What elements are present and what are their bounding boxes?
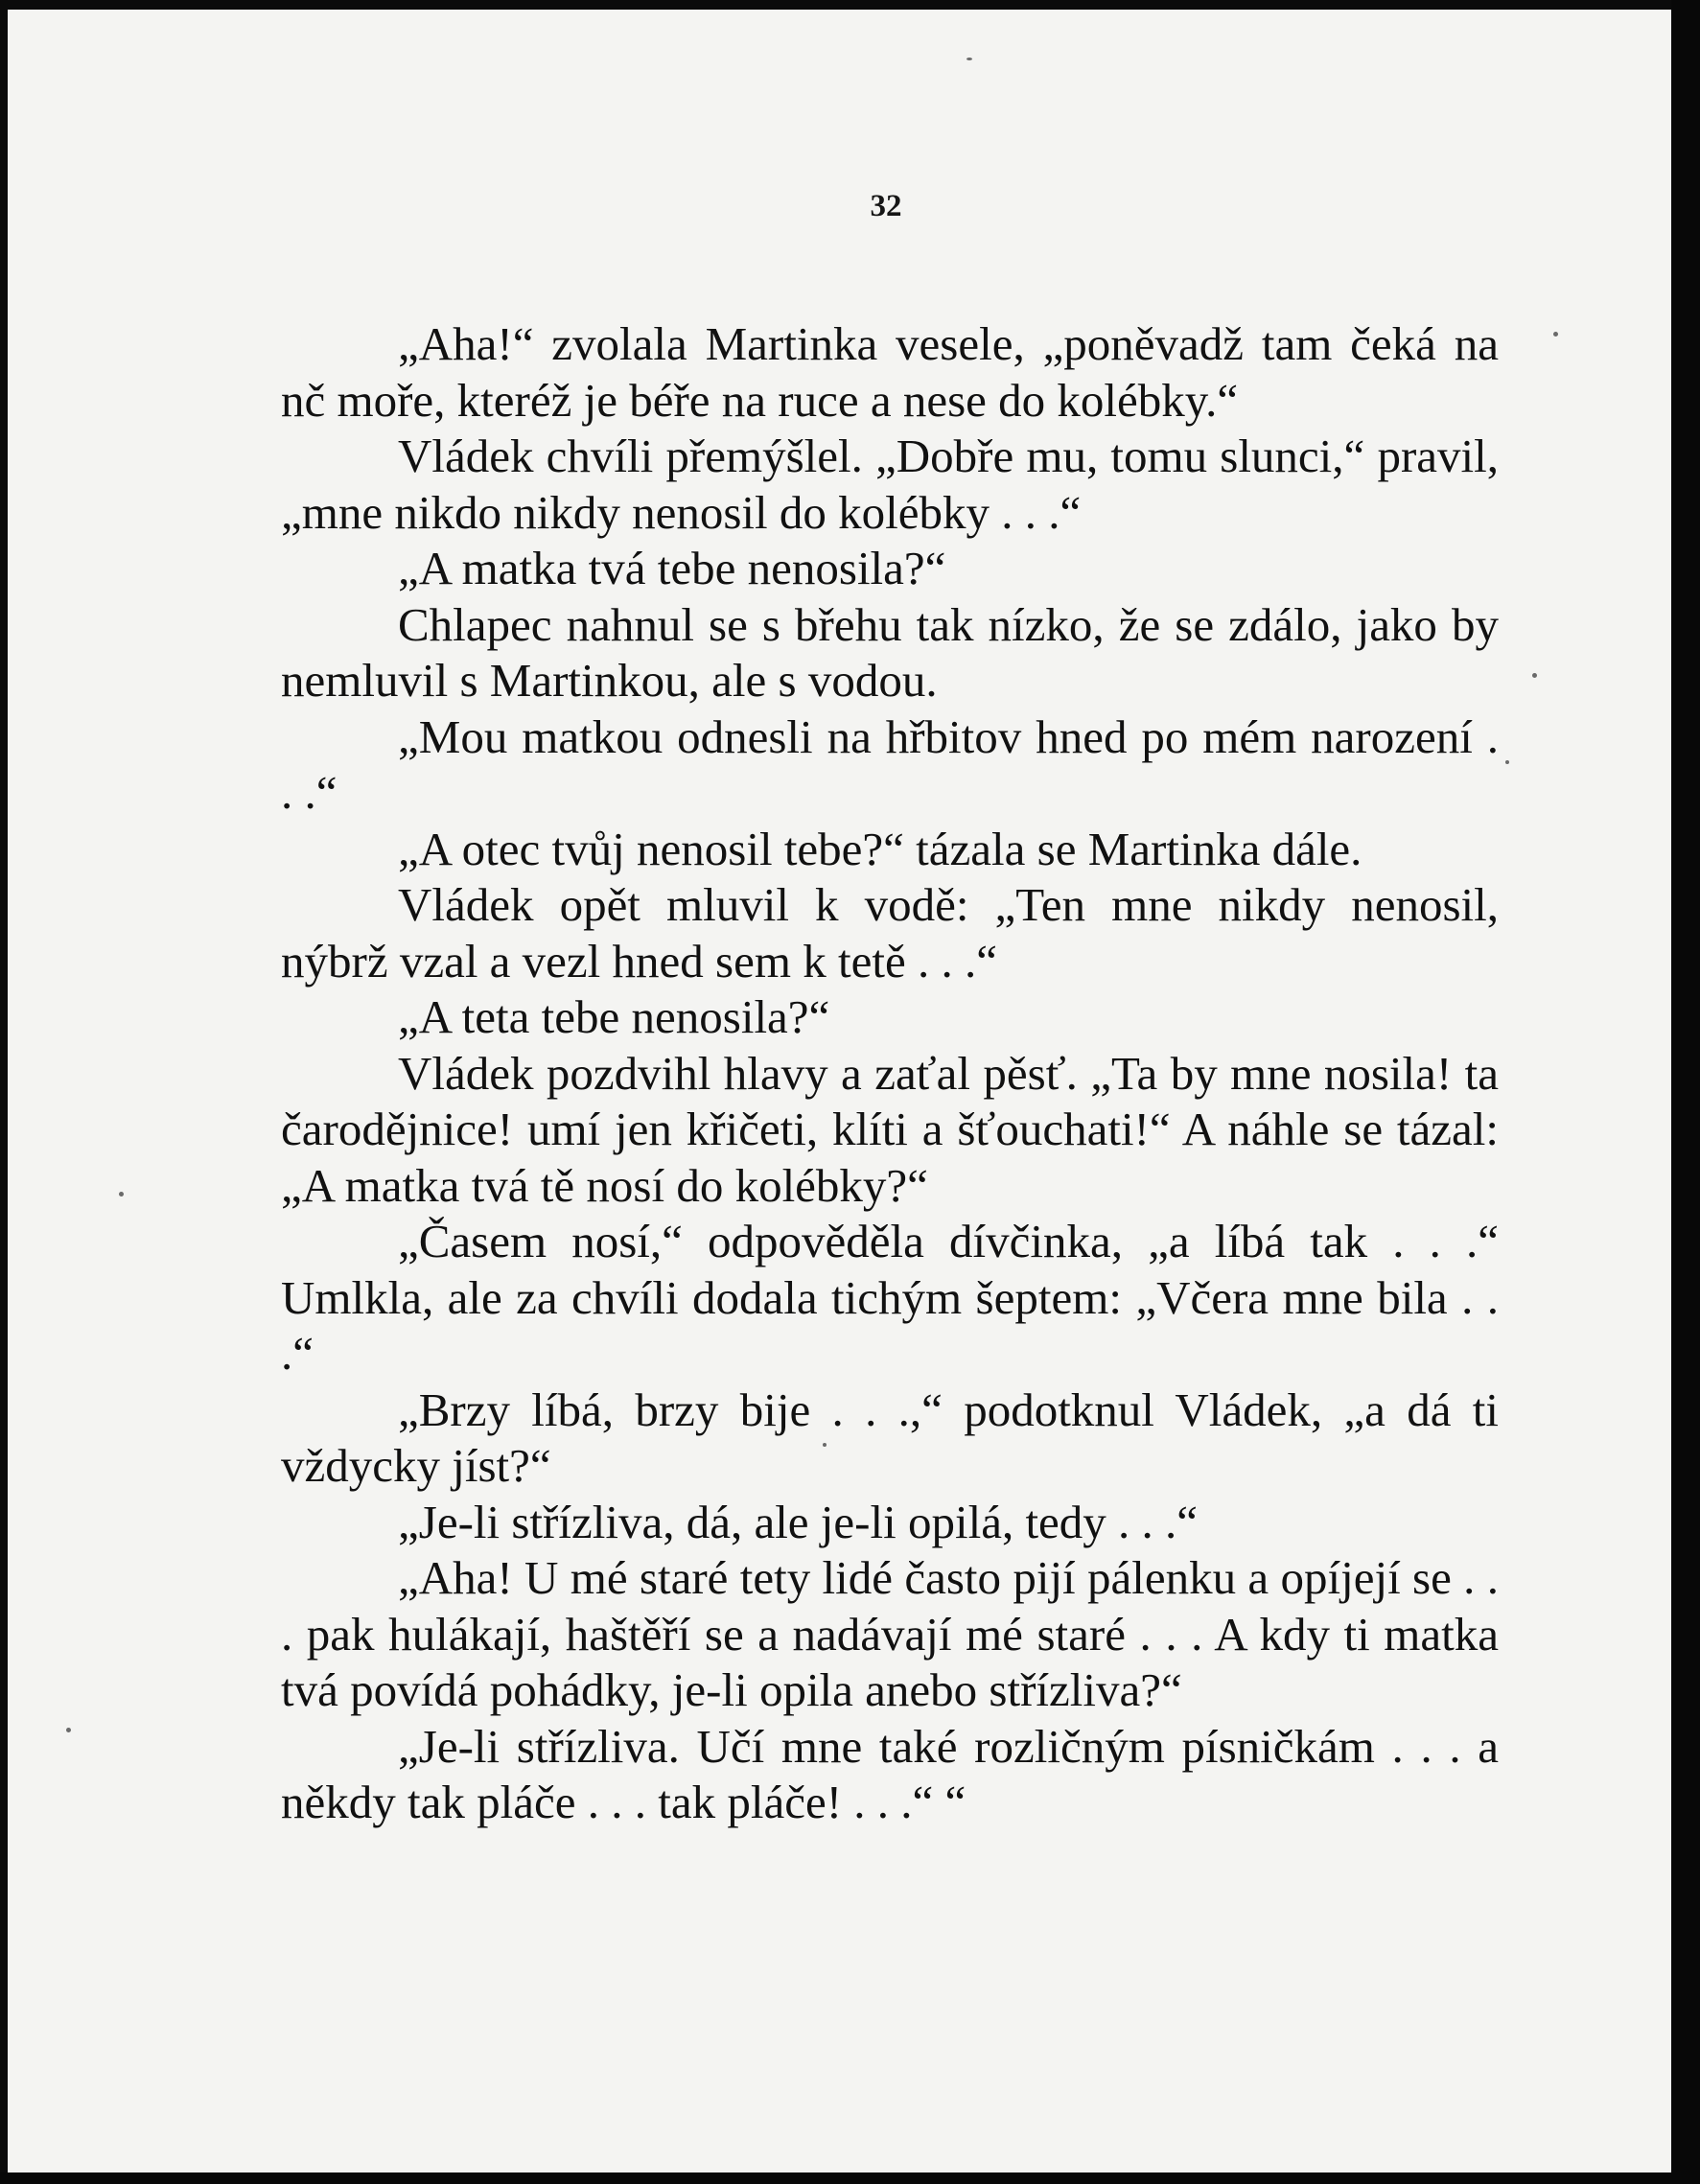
paragraph: Vládek chvíli přemýšlel. „Dobře mu, tomu slunci,“ pravil, „mne nikdo nikdy nenosil do kolébky . . .“ [281,430,1499,539]
body-text [281,316,1499,1831]
scan-speck [1553,332,1558,337]
paragraph: „Mou matkou odnesli na hřbitov hned po mém narození . . .“ [281,709,1499,819]
paragraph: Vládek pozdvihl hlavy a zaťal pěsť. „Ta by mne nosila! ta čarodějnice! umí jen křičeti, klíti a šťouchati!“ A náhle se tázal: „A matka tvá tě nosí do kolébky?“ [281,1046,1499,1212]
paragraph: „A teta tebe nenosila?“ [398,990,830,1043]
scan-speck [966,58,972,60]
paragraph: „Časem nosí,“ odpověděla dívčinka, „a líbá tak . . .“ Umlkla, ale za chvíli dodala tichým šeptem: „Včera mne bila . . .“ [281,1215,1499,1380]
paragraph: Chlapec nahnul se s břehu tak nízko, že se zdálo, jako by nemluvil s Martinkou, ale s vodou. [281,597,1499,707]
paragraph: „Aha!“ zvolala Martinka vesele, „poněvadž tam čeká na nč moře, kteréž je béře na ruce a nese do kolébky.“ [281,317,1499,427]
scan-border-bottom [0,2172,1700,2184]
paragraph: „Brzy líbá, brzy bije . . .,“ podotknul Vládek, „a dá ti vždycky jíst?“ [281,1382,1499,1492]
scan-speck [1505,760,1509,764]
paragraph: „Je-li střízliva. Učí mne také rozličným písničkám . . . a někdy tak pláče . . . tak pláče! . . .“ “ [281,1719,1499,1828]
book-page [8,10,1671,2172]
page-number: 32 [870,189,902,223]
paragraph: „A otec tvůj nenosil tebe?“ tázala se Martinka dále. [398,822,1362,875]
paragraph: „Je-li střízliva, dá, ale je-li opilá, tedy . . .“ [398,1495,1199,1548]
scan-speck [119,1192,124,1197]
scan-speck [1532,673,1537,678]
scan-speck [823,1443,827,1447]
paragraph: Vládek opět mluvil k vodě: „Ten mne nikdy nenosil, nýbrž vzal a vezl hned sem k tetě . . .“ [281,878,1499,987]
paragraph: „Aha! U mé staré tety lidé často pijí pálenku a opíjejí se . . . pak hulákají, haštěří se a nadávají mé staré . . . A kdy ti matka tvá povídá pohádky, je-li opila anebo střízliva?“ [281,1551,1499,1716]
scan-border-right [1671,0,1700,2184]
paragraph: „A matka tvá tebe nenosila?“ [398,542,946,594]
scan-speck [66,1728,71,1732]
